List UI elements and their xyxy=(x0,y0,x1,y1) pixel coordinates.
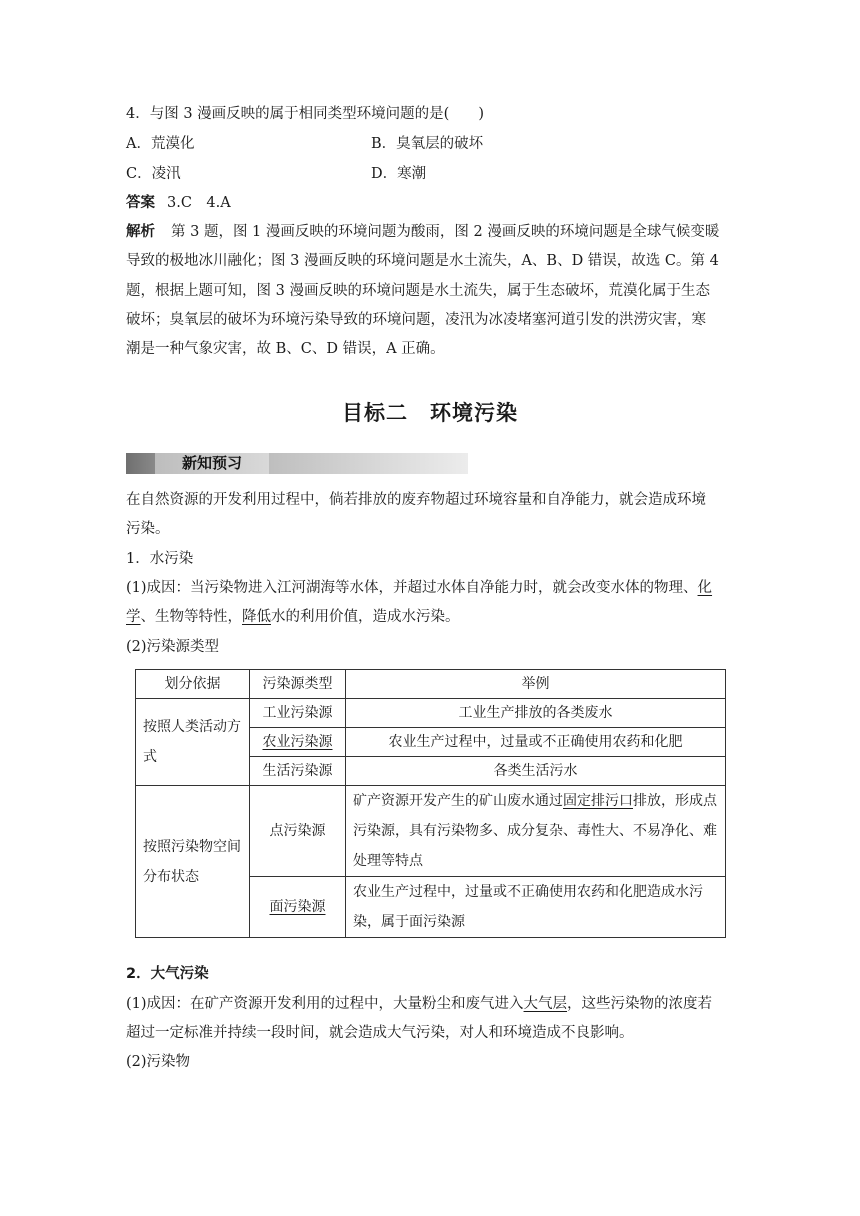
header-example: 举例 xyxy=(346,670,726,699)
air-cause-line-2: 超过一定标准并持续一段时间，就会造成大气污染，对人和环境造成不良影响。 xyxy=(126,1025,634,1041)
water-cause-underline-2: 学 xyxy=(126,609,141,625)
answer-line xyxy=(126,193,231,213)
point-ex-text-a: 矿产资源开发产生的矿山废水通过 xyxy=(353,793,563,809)
option-d: D．寒潮 xyxy=(371,166,427,182)
example-area-source: 农业生产过程中，过量或不正确使用农药和化肥造成水污染，属于面污染源 xyxy=(346,877,726,938)
table-header-row xyxy=(136,670,726,699)
analysis-text-1: 第 3 题，图 1 漫画反映的环境问题为酸雨，图 2 漫画反映的环境问题是全球气候变暖 xyxy=(171,224,720,240)
type-area-underlined: 面污染源 xyxy=(269,899,326,915)
option-c: C．凌汛 xyxy=(126,166,181,182)
type-agricultural-underlined: 农业污染源 xyxy=(262,734,333,750)
option-a: A．荒漠化 xyxy=(126,136,195,152)
point-ex-underline: 固定排污口 xyxy=(563,793,633,809)
analysis-line-3: 题，根据上题可知，图 3 漫画反映的环境问题是水土流失，属于生态破坏，荒漠化属于生态 xyxy=(126,283,710,299)
air-heading xyxy=(126,964,209,984)
answer-text: 3.C 4.A xyxy=(167,195,231,211)
question-stem: 4．与图 3 漫画反映的属于相同类型环境问题的是( ) xyxy=(126,106,484,122)
air-pollutants-heading: (2)污染物 xyxy=(126,1054,191,1070)
air-cause-underline: 大气层 xyxy=(523,996,568,1012)
water-cause-underline-1: 化 xyxy=(697,580,713,596)
header-basis: 划分依据 xyxy=(136,670,250,699)
air-cause-line-1 xyxy=(126,994,712,1014)
basis-human-activity: 按照人类活动方式 xyxy=(136,699,250,786)
analysis-label: 解析 xyxy=(126,224,155,240)
table-row xyxy=(136,699,726,728)
air-heading-text: 2．大气污染 xyxy=(126,966,209,982)
water-cause-text-1: (1)成因：当污染物进入江河湖海等水体，并超过水体自净能力时，就会改变水体的物理、 xyxy=(126,580,698,596)
water-cause-line-2 xyxy=(126,607,460,627)
water-cause-underline-3: 降低 xyxy=(242,609,271,625)
header-type: 污染源类型 xyxy=(250,670,346,699)
analysis-line-2: 导致的极地冰川融化；图 3 漫画反映的环境问题是水土流失，A、B、D 错误，故选 C。第 4 xyxy=(126,253,719,269)
pollution-source-table xyxy=(135,669,726,938)
analysis-line-4: 破坏；臭氧层的破坏为环境污染导致的环境问题，凌汛为冰凌堵塞河道引发的洪涝灾害，寒 xyxy=(126,312,706,328)
air-cause-text-a: (1)成因：在矿产资源开发利用的过程中，大量粉尘和废气进入 xyxy=(126,996,524,1012)
point-ex-text-b: 排放，形成点污染源，具有污染物多、成分复杂、毒性大、不易净化、难处理等特点 xyxy=(353,793,717,869)
table-row xyxy=(136,786,726,877)
type-point-source: 点污染源 xyxy=(250,786,346,877)
water-cause-text-3: 水的利用价值，造成水污染。 xyxy=(271,609,460,625)
analysis-line-5: 潮是一种气象灾害，故 B、C、D 错误，A 正确。 xyxy=(126,341,445,357)
water-cause-line-1 xyxy=(126,578,712,598)
intro-line-2: 污染。 xyxy=(126,521,170,537)
option-b: B．臭氧层的破坏 xyxy=(371,136,484,152)
type-domestic: 生活污染源 xyxy=(250,757,346,786)
water-heading: 1．水污染 xyxy=(126,551,194,567)
water-cause-text-2: 、生物等特性， xyxy=(140,609,242,625)
banner-label: 新知预习 xyxy=(155,453,269,474)
type-industrial: 工业污染源 xyxy=(250,699,346,728)
example-industrial: 工业生产排放的各类废水 xyxy=(346,699,726,728)
example-domestic: 各类生活污水 xyxy=(346,757,726,786)
example-agricultural: 农业生产过程中，过量或不正确使用农药和化肥 xyxy=(346,728,726,757)
section-title: 目标二 环境污染 xyxy=(342,401,518,425)
intro-line-1: 在自然资源的开发利用过程中，倘若排放的废弃物超过环境容量和自净能力，就会造成环境 xyxy=(126,492,706,508)
type-area-source xyxy=(250,877,346,938)
air-cause-text-b: ，这些污染物的浓度若 xyxy=(567,996,713,1012)
answer-label: 答案 xyxy=(126,195,155,211)
water-types-heading: (2)污染源类型 xyxy=(126,639,220,655)
analysis-line-1 xyxy=(126,222,719,242)
type-agricultural xyxy=(250,728,346,757)
basis-spatial-distribution: 按照污染物空间分布状态 xyxy=(136,786,250,938)
example-point-source xyxy=(346,786,726,877)
